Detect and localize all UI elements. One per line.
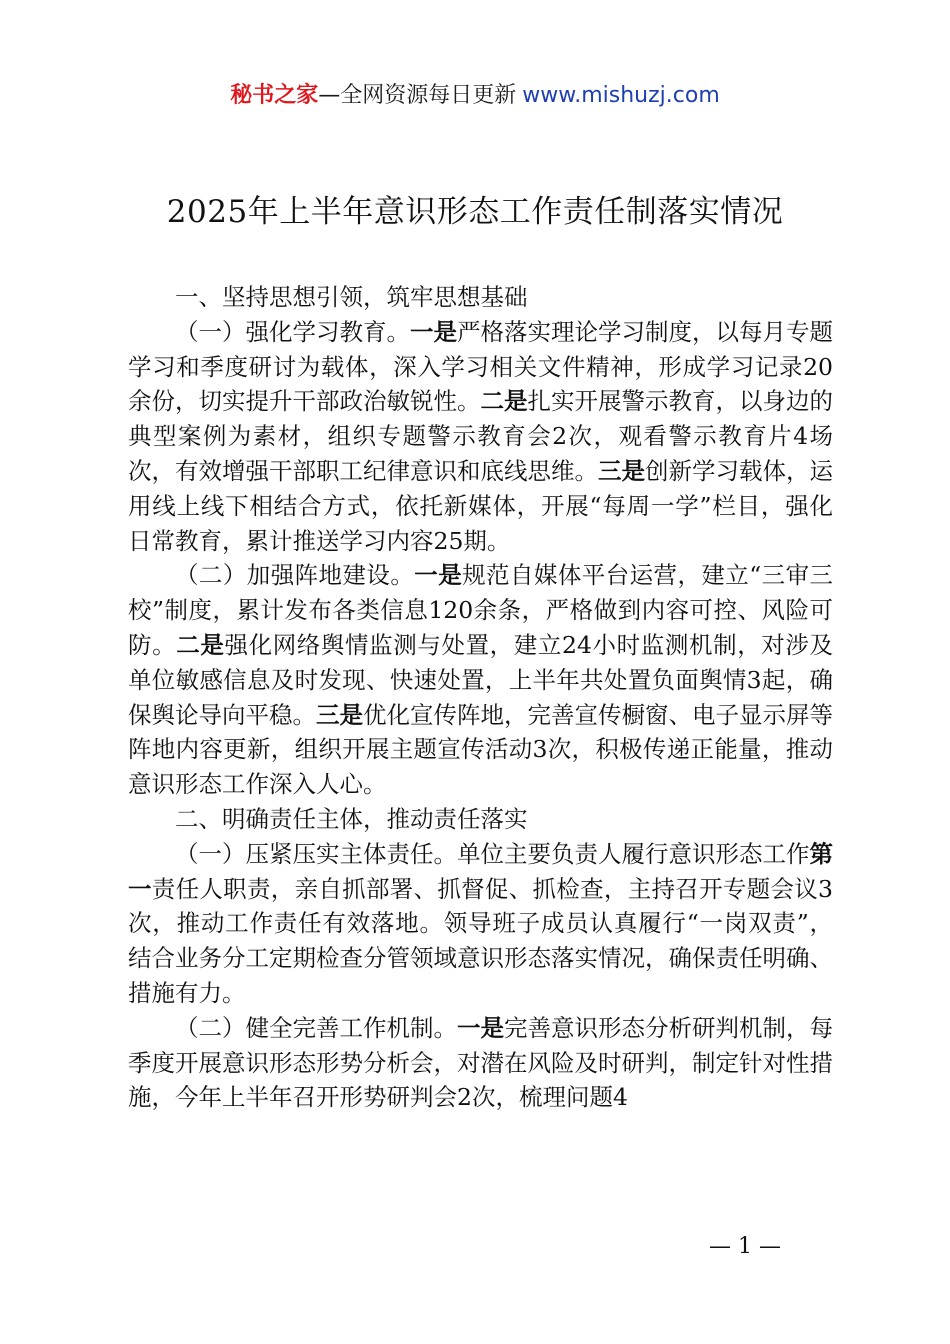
point-marker: 二是 xyxy=(176,630,225,659)
point-marker: 三是 xyxy=(316,700,363,729)
point-marker: 三是 xyxy=(598,456,645,485)
banner-brand: 秘书之家 xyxy=(230,83,319,108)
point-marker: 一是 xyxy=(457,1013,504,1042)
section-1-paragraph-2 xyxy=(128,558,833,802)
section-1-heading: 一、坚持思想引领，筑牢思想基础 xyxy=(175,283,528,311)
paragraph-text: 扎实开展警示教育，以身边的典型案例为素材，组织专题警示教育会2次，观看警示教育片4场次，有效增强干部职工纪律意识和底线思维。 xyxy=(128,387,833,485)
point-marker: 第一 xyxy=(128,839,833,903)
point-marker: 一是 xyxy=(410,317,457,346)
paragraph-text: 责任人职责，亲自抓部署、抓督促、抓检查，主持召开专题会议3次，推动工作责任有效落地。领导班子成员认真履行“一岗双责”，结合业务分工定期检查分管领域意识形态落实情况，确保责任明确、措施有力。 xyxy=(128,874,833,1007)
paragraph-lead: （二）加强阵地建设。 xyxy=(175,561,415,590)
banner-slogan: —全网资源每日更新 xyxy=(318,83,517,108)
paragraph-text: 创新学习载体，运用线上线下相结合方式，依托新媒体，开展“每周一学”栏目，强化日常教育，累计推送学习内容25期。 xyxy=(128,456,833,555)
section-2-paragraph-1 xyxy=(128,837,833,1011)
paragraph-lead: （二）健全完善工作机制。 xyxy=(175,1013,457,1042)
document-title: 2025年上半年意识形态工作责任制落实情况 xyxy=(166,194,784,230)
paragraph-text: 规范自媒体平台运营，建立“三审三校”制度，累计发布各类信息120余条，严格做到内容可控、风险可防。 xyxy=(128,561,834,659)
section-2-heading: 二、明确责任主体，推动责任落实 xyxy=(175,804,528,833)
paragraph-text: 优化宣传阵地，完善宣传橱窗、电子显示屏等阵地内容更新，组织开展主题宣传活动3次，积极传递正能量，推动意识形态工作深入人心。 xyxy=(128,700,833,799)
point-marker: 一是 xyxy=(414,561,463,590)
paragraph-lead: （一）强化学习教育。 xyxy=(175,317,410,346)
site-banner xyxy=(0,80,950,112)
paragraph-text: （一）压紧压实主体责任。单位主要负责人履行意识形态工作 xyxy=(175,839,810,868)
section-1-paragraph-1 xyxy=(128,315,833,559)
paragraph-text: 强化网络舆情监测与处置，建立24小时监测机制，对涉及单位敏感信息及时发现、快速处置，上半年共处置负面舆情3起，确保舆论导向平稳。 xyxy=(128,630,834,729)
paragraph-text: 完善意识形态分析研判机制，每季度开展意识形态形势分析会，对潜在风险及时研判，制定针对性措施，今年上半年召开形势研判会2次，梳理问题4 xyxy=(128,1013,833,1112)
point-marker: 二是 xyxy=(480,387,528,416)
section-2-paragraph-2 xyxy=(128,1011,833,1115)
paragraph-text: 严格落实理论学习制度，以每月专题学习和季度研讨为载体，深入学习相关文件精神，形成学习记录20余份，切实提升干部政治敏锐性。 xyxy=(128,317,833,416)
page-number: — 1 — xyxy=(709,1234,781,1259)
banner-url-link[interactable]: www.mishuzj.com xyxy=(522,83,720,108)
document-body xyxy=(128,280,833,1115)
